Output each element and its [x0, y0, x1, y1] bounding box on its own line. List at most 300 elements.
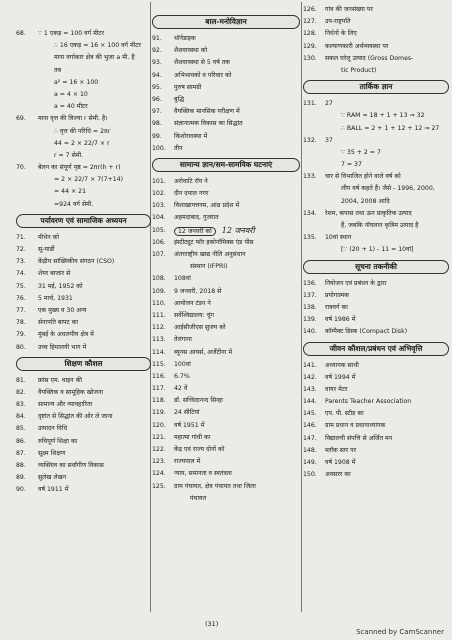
answer-row [16, 293, 151, 305]
answer-row [303, 232, 449, 244]
answer-row [303, 147, 449, 159]
answer-text: सकल घरेलू उत्पाद (Gross Domes- [325, 54, 414, 62]
answer-text: वर्ष 1911 में [38, 486, 69, 494]
answer-row [16, 256, 151, 268]
answer-number: 150. [303, 471, 317, 479]
column-divider-2 [301, 2, 302, 612]
answer-text: =924 वर्ग सेमी. [54, 200, 94, 208]
answer-number: 94. [152, 71, 162, 79]
answer-number: 114. [152, 348, 166, 356]
answer-text: 10वां स्थान [325, 234, 352, 242]
answer-row [152, 493, 300, 505]
answer-text: कॉम्पैक्ट डिस्क (Compact Disk) [325, 328, 408, 336]
answer-row [303, 314, 449, 326]
answer-row [152, 45, 300, 57]
answer-number: 88. [16, 462, 26, 469]
answer-text: a = 4 × 10 [54, 90, 88, 98]
page-number: (31) [205, 620, 219, 628]
answer-text: आयोजन टंडन ने [174, 299, 211, 307]
answer-row [152, 456, 300, 468]
answer-row [303, 302, 449, 314]
answer-row [152, 237, 300, 249]
answer-number: 106. [152, 238, 166, 246]
answer-text: संस्थान (IFPRI) [190, 263, 228, 271]
answer-number: 86. [16, 437, 26, 445]
answer-row [16, 317, 151, 329]
answer-text: अध्यापक साथी [325, 361, 359, 369]
answer-text: शैशवावस्था से 5 वर्ष तक [174, 59, 231, 67]
answer-number: 75. [16, 282, 26, 290]
answer-number: 102. [152, 190, 166, 198]
answer-number: 99. [152, 132, 162, 140]
answer-row [152, 371, 300, 383]
answer-text: ∴ 16 एकड़ = 16 × 100 वर्ग मीटर [54, 42, 141, 50]
answer-text: दृष्टांत से सिद्धांत की ओर ले जाना [38, 413, 113, 421]
answer-row [16, 150, 151, 162]
answer-number: 112. [152, 324, 166, 332]
answer-text: तेलंगाना [174, 336, 192, 344]
answer-row [152, 118, 300, 130]
answer-number: 89. [16, 474, 26, 482]
answer-number: 71. [16, 233, 26, 241]
answer-row [303, 396, 449, 408]
answer-number: 76. [16, 294, 26, 302]
answer-text: अरोवाटि रॉय ने [174, 177, 208, 185]
answer-number: 97. [152, 108, 162, 116]
answer-number: 113. [152, 336, 166, 344]
answer-row [303, 16, 449, 28]
answer-text: 2004, 2008 आदि [341, 197, 390, 205]
answer-number: 95. [152, 83, 162, 91]
answer-row [16, 448, 151, 460]
answer-number: 78. [16, 319, 26, 327]
answer-text: 5 मार्च, 1931 [38, 294, 73, 302]
answer-number: 101. [152, 177, 166, 185]
circled-answer: 12 जनवरी को [174, 227, 216, 236]
answer-text: रात्रवर्ग का [325, 303, 348, 311]
answer-number: 120. [152, 421, 166, 429]
answer-text: शेयर बाजार से [38, 270, 71, 278]
answer-number: 145. [303, 410, 317, 418]
answer-text: हैं, जबकि नॉयलान कृत्रिम उत्पाद है [341, 222, 419, 229]
answer-row [152, 481, 300, 493]
answer-text: एक मुख्य व 30 अन्य [38, 306, 87, 314]
answer-text: एप. पी. स्टीड का [325, 410, 364, 418]
answer-row [152, 395, 300, 407]
answer-number: 141. [303, 361, 317, 369]
answer-text: 100वां [174, 360, 191, 368]
answer-text: तब [54, 66, 62, 74]
answer-row [152, 359, 300, 371]
answer-row [303, 433, 449, 445]
answer-number: 104. [152, 214, 166, 222]
answer-row [303, 196, 449, 208]
answer-row [16, 329, 151, 341]
column-2 [152, 12, 300, 505]
answer-row [152, 82, 300, 94]
answer-row [303, 4, 449, 16]
answer-number: 90. [16, 486, 26, 494]
answer-number: 127. [303, 18, 317, 26]
answer-text: ग्राम प्रधान व प्रधानाध्यापक [325, 422, 386, 430]
answer-row [16, 305, 151, 317]
answer-text: = 2 × 22/7 × 7(7+14) [54, 176, 123, 184]
answer-number: 81. [16, 376, 26, 384]
answer-number: 143. [303, 385, 317, 393]
answer-text: लीप वर्ष कहते हैं। जैसे - 1996, 2000, [341, 185, 435, 193]
answer-row [152, 94, 300, 106]
answer-text: केंद्र एवं राज्य दोनों को [174, 446, 225, 453]
answer-row [152, 407, 300, 419]
answer-text: 108वां [174, 275, 191, 283]
answer-text: प्रयोगात्मक [325, 291, 349, 299]
answer-text: 27 [325, 100, 333, 108]
answer-row [152, 322, 300, 334]
answer-number: 108. [152, 275, 166, 283]
answer-text: tic Product) [341, 66, 377, 74]
answer-text: पंचायत [190, 494, 207, 502]
answer-text: ग्राम पंचायत, क्षेत्र पंचायत तथा जिला [174, 482, 256, 490]
answer-text: माना वर्गाकार क्षेत्र की भुजा a मी. है [54, 54, 135, 62]
answer-number: 85. [16, 425, 26, 433]
column-1 [16, 28, 151, 497]
answer-row [16, 281, 151, 293]
answer-number: 122. [152, 446, 166, 453]
answer-number: 107. [152, 251, 166, 258]
answer-row [16, 138, 151, 150]
answer-row [152, 432, 300, 444]
answer-text: विद्यालयी संपत्ति से अर्जित मन [325, 434, 393, 442]
answer-row [16, 174, 151, 186]
answer-row [16, 232, 151, 244]
answer-row [16, 423, 151, 435]
answer-row [303, 171, 449, 183]
answer-number: 125. [152, 482, 166, 490]
answer-row [303, 110, 449, 122]
section-heading-soochna: सूचना तकनीकी [303, 260, 449, 274]
answer-row [16, 40, 151, 52]
answer-number: 74. [16, 270, 26, 278]
answer-row [152, 249, 300, 261]
answer-text: कल्याणकारी अर्थव्यवस्था पर [325, 42, 389, 50]
answer-row [16, 89, 151, 101]
answer-text: मीथेन को [38, 233, 60, 241]
answer-number: 147. [303, 434, 317, 442]
answer-number: 140. [303, 328, 317, 336]
answer-number: 68. [16, 30, 26, 37]
answer-text: नियोजन एवं प्रबंधन के द्वारा [325, 279, 387, 287]
answer-row [16, 484, 151, 496]
answer-row [303, 384, 449, 396]
answer-number: 146. [303, 422, 317, 430]
answer-row [152, 310, 300, 322]
answer-row [16, 436, 151, 448]
answer-text: r = 7 सेमी. [54, 151, 84, 159]
answer-row [303, 53, 449, 65]
answer-text: निर्धनों के लिए [325, 30, 357, 38]
section-heading-paryavaran: पर्यावरण एवं सामाजिक अध्ययन [16, 214, 151, 228]
answer-text: संज्ञानात्मक विकास का सिद्धांत [174, 120, 243, 128]
answer-number: 124. [152, 470, 166, 478]
answer-row [16, 342, 151, 354]
answer-row [303, 408, 449, 420]
answer-text: 6.7% [174, 372, 190, 380]
answer-row [303, 457, 449, 469]
answer-row [303, 159, 449, 171]
answer-text: किशोरावस्था में [174, 132, 208, 140]
answer-text: तीन [174, 144, 183, 152]
answer-row [303, 244, 449, 256]
section-heading-tarkik: तार्किक ज्ञान [303, 80, 449, 94]
answer-number: 72. [16, 246, 26, 253]
answer-text: [∵ (20 + 1) - 11 = 10वां] [341, 246, 414, 254]
answer-number: 80. [16, 343, 26, 351]
answer-text: अंतरराष्ट्रीय खाद्य नीति अनुसंधान [174, 251, 246, 258]
answer-text: वैयक्तिक मानसिक परीक्षण में [174, 108, 240, 116]
answer-row [152, 188, 300, 200]
answer-text: 7 = 37 [341, 161, 362, 169]
section-heading-jeevan: जीवन कौशल/प्रबंधन एवं अभिवृत्ति [303, 342, 449, 356]
answer-row [152, 347, 300, 359]
answer-number: 82. [16, 388, 26, 396]
answer-row [303, 28, 449, 40]
answer-number: 131. [303, 100, 317, 108]
answer-row [152, 143, 300, 155]
answer-row [303, 469, 449, 481]
answer-row [16, 126, 151, 138]
answer-number: 96. [152, 95, 162, 103]
answer-text: Parents Teacher Association [325, 398, 412, 406]
answer-text: थॉर्नडाइक [174, 35, 196, 42]
answer-text: गांव की जनसंख्या पर [325, 6, 373, 13]
answer-row [16, 65, 151, 77]
answer-number: 123. [152, 458, 166, 466]
answer-number: 83. [16, 401, 26, 409]
answer-number: 92. [152, 47, 162, 55]
answer-text: आईसीजीएस सुजय को [174, 324, 226, 332]
answer-row [303, 208, 449, 220]
answer-text: 42 वें [174, 385, 188, 393]
answer-text: वर्ष 1986 में [325, 316, 356, 324]
answer-row [152, 131, 300, 143]
answer-number: 73. [16, 258, 26, 266]
answer-text: मुंबई के अधलपीय क्षेत्र में [38, 331, 94, 339]
answer-row [303, 220, 449, 232]
answer-number: 119. [152, 409, 166, 417]
answer-row [152, 383, 300, 395]
answer-row [16, 268, 151, 280]
answer-row [16, 77, 151, 89]
answer-text: रेशम, कपास तथा ऊन प्राकृतिक उत्पाद [325, 209, 412, 217]
scanner-watermark: Scanned by CamScanner [356, 628, 444, 636]
answer-text: ब्लॉक स्तर पर [325, 446, 357, 454]
answer-text: अवसरर का [325, 471, 351, 479]
answer-row [152, 273, 300, 285]
answer-number: 93. [152, 59, 162, 67]
answer-number: 126. [303, 6, 317, 13]
answer-number: 135. [303, 234, 317, 242]
answer-number: 109. [152, 287, 166, 295]
answer-row [16, 411, 151, 423]
answer-number: 79. [16, 331, 26, 339]
answer-number: 148. [303, 446, 317, 454]
answer-number: 137. [303, 291, 317, 299]
answer-number: 84. [16, 413, 26, 421]
answer-text: शैशवावस्था को [174, 47, 208, 55]
answer-number: 129. [303, 42, 317, 50]
answer-number: 98. [152, 120, 162, 128]
answer-row [152, 200, 300, 212]
answer-row [303, 326, 449, 338]
answer-row [303, 420, 449, 432]
answer-text: डॉ. सच्चिदानन्द सिन्हा [174, 397, 223, 405]
answer-number: 77. [16, 306, 26, 314]
answer-number: 132. [303, 136, 317, 144]
answer-text: इंस्टीट्यूट फॉर इकोनॉमिक्स एंड पीस [174, 238, 254, 246]
answer-row [16, 101, 151, 113]
answer-row [303, 360, 449, 372]
answer-text: 9 जनवरी, 2018 से [174, 287, 222, 295]
answer-row [152, 468, 300, 480]
answer-text: चार से विभाजित होने वाले वर्ष को [325, 173, 401, 181]
answer-text: राज्यपाल में [174, 458, 201, 466]
answer-number: 118. [152, 397, 166, 405]
handwritten-note: 12 जनवरी [221, 225, 255, 235]
answer-number: 133. [303, 173, 317, 181]
answer-text: a = 40 मीटर [54, 103, 88, 111]
answer-number: 130. [303, 54, 317, 62]
answer-row [303, 135, 449, 147]
section-heading-samanya: सामान्य ज्ञान/सम-सामयिक घटनाएं [152, 158, 300, 172]
answer-text: ∴ BALL = 2 + 1 + 12 + 12 ⇒ 27 [341, 124, 440, 132]
answer-row [16, 472, 151, 484]
answer-row [303, 372, 449, 384]
section-heading-shikshan: शिक्षण कौशल [16, 357, 151, 371]
answer-number: 134. [303, 209, 317, 217]
answer-number: 128. [303, 30, 317, 38]
answer-row [303, 183, 449, 195]
answer-row [16, 28, 151, 40]
answer-text: सेनापति बापट का [38, 319, 78, 327]
answer-row [152, 57, 300, 69]
answer-text: ∵ 35 + 2 = 7 [341, 148, 381, 156]
answer-number: 115. [152, 360, 166, 368]
answer-row [303, 445, 449, 457]
answer-text: a² = 16 × 100 [54, 78, 99, 86]
answer-row [152, 444, 300, 456]
answer-number: 103. [152, 202, 166, 210]
answer-text: ∵ RAM = 18 + 1 + 13 ⇒ 32 [341, 112, 425, 120]
answer-number: 121. [152, 433, 166, 441]
answer-text: सूक्ष्म शिक्षण [38, 449, 66, 457]
answer-text: वर्ष 1994 में [325, 373, 356, 381]
answer-row [152, 70, 300, 82]
answer-number: 91. [152, 35, 162, 42]
answer-text: रुचिपूर्ण शिक्षा का [38, 437, 78, 445]
answer-text: सुलेख लेखन [38, 474, 67, 482]
answer-row [303, 65, 449, 77]
answer-row [152, 33, 300, 45]
answer-text: महात्मा गांधी का [174, 433, 211, 441]
answer-row [303, 278, 449, 290]
answer-row [152, 212, 300, 224]
answer-text: सू-यार्डी [38, 246, 55, 253]
answer-row [152, 420, 300, 432]
answer-row [152, 286, 300, 298]
answer-text: = 44 × 21 [54, 188, 87, 196]
answer-number: 100. [152, 144, 166, 152]
answer-row [16, 162, 151, 174]
answer-row [303, 98, 449, 110]
answer-text: वायर मेटर [325, 385, 348, 393]
answer-row [16, 244, 151, 256]
answer-row [16, 399, 151, 411]
answer-number: 138. [303, 303, 317, 311]
answer-text: अभिभावकों व परिवार को [174, 71, 232, 79]
answer-number: 110. [152, 299, 166, 307]
answer-text: वैयक्तिक व सामूहिक खोजना [38, 388, 103, 396]
answer-number: 136. [303, 279, 317, 287]
answer-text: विशाखापत्तनम, आंध्र प्रदेश में [174, 202, 240, 210]
answer-text: माना वृत्त की त्रिज्या r सेमी. है। [38, 115, 108, 123]
answer-text: उत्पादन विधि [38, 425, 68, 433]
answer-text: सामान्य और व्यावहारिता [38, 401, 93, 409]
answer-text: 44 = 2 × 22/7 × r [54, 139, 110, 147]
answer-text: वर्ष 1908 में [325, 459, 356, 466]
answer-row [16, 113, 151, 125]
answer-row [152, 225, 300, 237]
answer-row [16, 52, 151, 64]
answer-row [16, 460, 151, 472]
answer-text: 37 [325, 136, 333, 144]
answer-number: 69. [16, 115, 26, 123]
answer-row [303, 123, 449, 135]
answer-text: बेलन का संपूर्ण पृष्ठ = 2πr(h + r) [38, 164, 121, 172]
answer-text: अहमदाबाद, गुजरात [174, 214, 219, 222]
answer-text: फ्रांस एम. थाइन की [38, 376, 82, 384]
answer-text: 24 सीटियां [174, 409, 200, 417]
answer-text: ब्यूनस आयर्स, अर्जेंटीना में [174, 348, 233, 356]
answer-text [174, 225, 300, 238]
answer-row [16, 199, 151, 211]
answer-number: 144. [303, 398, 317, 406]
answer-text: दीन दयाल नगर [174, 190, 209, 198]
answer-row [152, 261, 300, 273]
answer-text: केंद्रीय सांख्यिकीय संगठन (CSO) [38, 258, 115, 266]
answer-row [16, 375, 151, 387]
answer-number: 142. [303, 373, 317, 381]
answer-text: ∵ 1 एकड़ = 100 वर्ग मीटर [38, 30, 105, 37]
answer-number: 117. [152, 385, 166, 393]
answer-number: 111. [152, 311, 166, 319]
answer-text: उप-राष्ट्रपति [325, 18, 351, 26]
answer-row [152, 334, 300, 346]
section-heading-bal: बाल-मनोविज्ञान [152, 15, 300, 29]
answer-row [16, 186, 151, 198]
answer-row [303, 290, 449, 302]
answer-number: 139. [303, 316, 317, 324]
answer-number: 87. [16, 449, 26, 457]
answer-text: बुद्धि [174, 95, 185, 103]
answer-text: व्यक्तित्व का सर्वांगीण विकास [38, 462, 104, 469]
answer-text: न्याय, समानता व स्वतंत्रता [174, 470, 232, 478]
answer-text: पुरुष सामग्री [174, 83, 202, 91]
answer-number: 70. [16, 164, 26, 172]
answer-row [152, 106, 300, 118]
answer-text: ∴ वृत्त की परिधि = 2πr [54, 127, 111, 135]
answer-text: वर्ष 1951 में [174, 421, 205, 429]
answer-row [16, 387, 151, 399]
